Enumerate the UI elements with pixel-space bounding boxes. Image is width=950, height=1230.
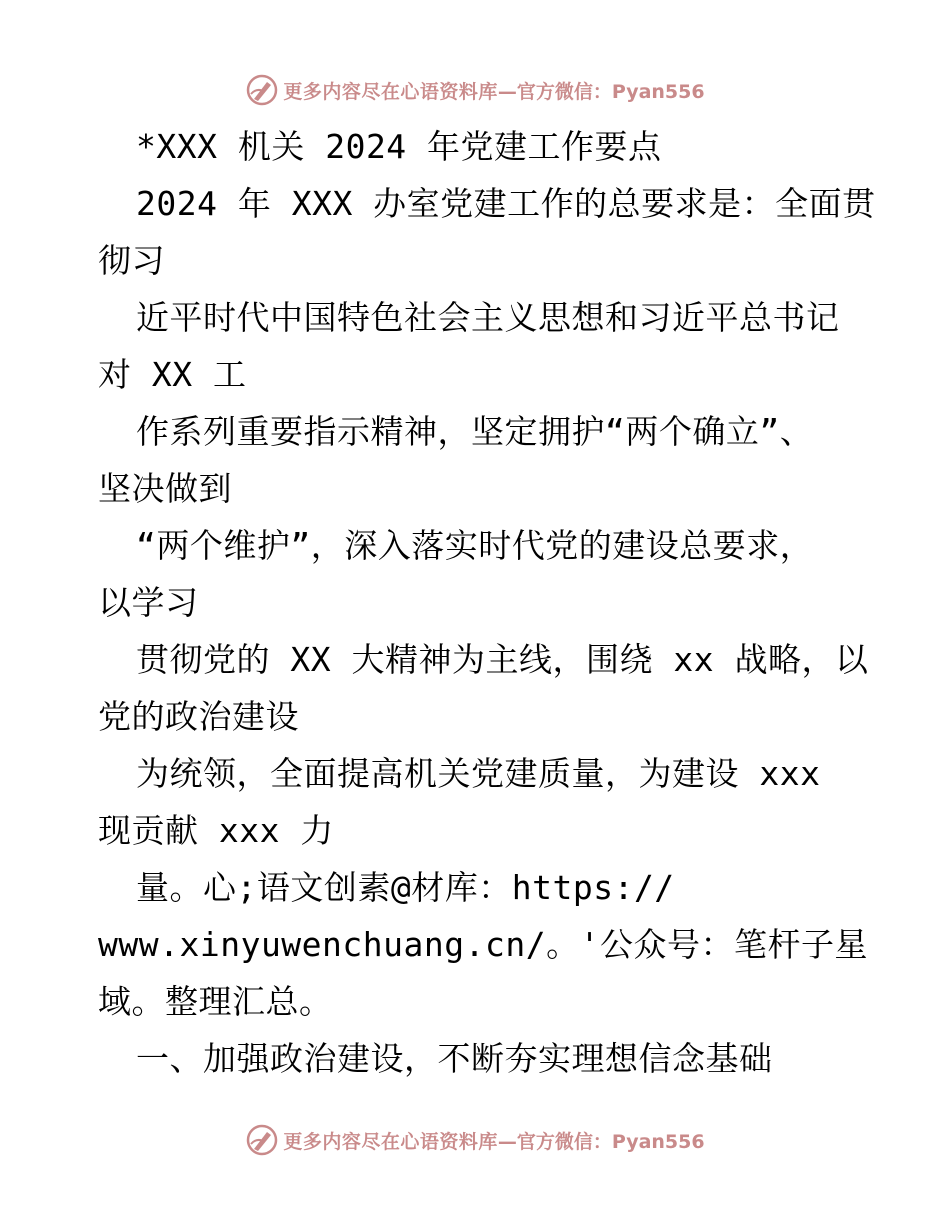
- paragraph-line: 坚决做到: [98, 469, 232, 508]
- paragraph-line: 作系列重要指示精神，坚定拥护“两个确立”、: [136, 412, 814, 451]
- paragraph-line: 近平时代中国特色社会主义思想和习近平总书记: [136, 298, 840, 337]
- watermark-banner-bottom: [0, 1120, 950, 1160]
- paragraph-line: 对 XX 工: [98, 355, 247, 394]
- watermark-text: 更多内容尽在心语资料库: [283, 1130, 498, 1153]
- paragraph-line: 彻习: [98, 241, 165, 280]
- paragraph-line: 为统领，全面提高机关党建质量，为建设 xxx: [136, 754, 821, 793]
- watermark-banner-top: [0, 70, 950, 110]
- paragraph-line: 现贡献 xxx 力: [98, 811, 334, 850]
- document-body: [98, 118, 876, 1087]
- watermark-content: [245, 73, 704, 107]
- watermark-suffix: —官方微信：Pyan556: [497, 1130, 705, 1153]
- paragraph-line: 2024 年 XXX 办室党建工作的总要求是：全面贯: [136, 184, 876, 223]
- paragraph-line: 量。心;语文创素@材库：https://: [136, 868, 675, 907]
- paragraph-line: 党的政治建设: [98, 697, 299, 736]
- pen-logo-icon: [245, 73, 279, 107]
- paragraph-line: 域。整理汇总。: [98, 982, 333, 1021]
- paragraph-line: 以学习: [98, 583, 199, 622]
- source-url-line: www.xinyuwenchuang.cn/。'公众号：笔杆子星: [98, 925, 868, 964]
- watermark-text: 更多内容尽在心语资料库: [283, 80, 498, 103]
- watermark-suffix: —官方微信：Pyan556: [497, 80, 705, 103]
- pen-logo-icon: [245, 1123, 279, 1157]
- document-title: *XXX 机关 2024 年党建工作要点: [136, 127, 662, 166]
- watermark-content: [245, 1123, 704, 1157]
- section-heading: 一、加强政治建设，不断夯实理想信念基础: [136, 1039, 773, 1078]
- paragraph-line: “两个维护”，深入落实时代党的建设总要求，: [136, 526, 814, 565]
- paragraph-line: 贯彻党的 XX 大精神为主线，围绕 xx 战略，以: [136, 640, 869, 679]
